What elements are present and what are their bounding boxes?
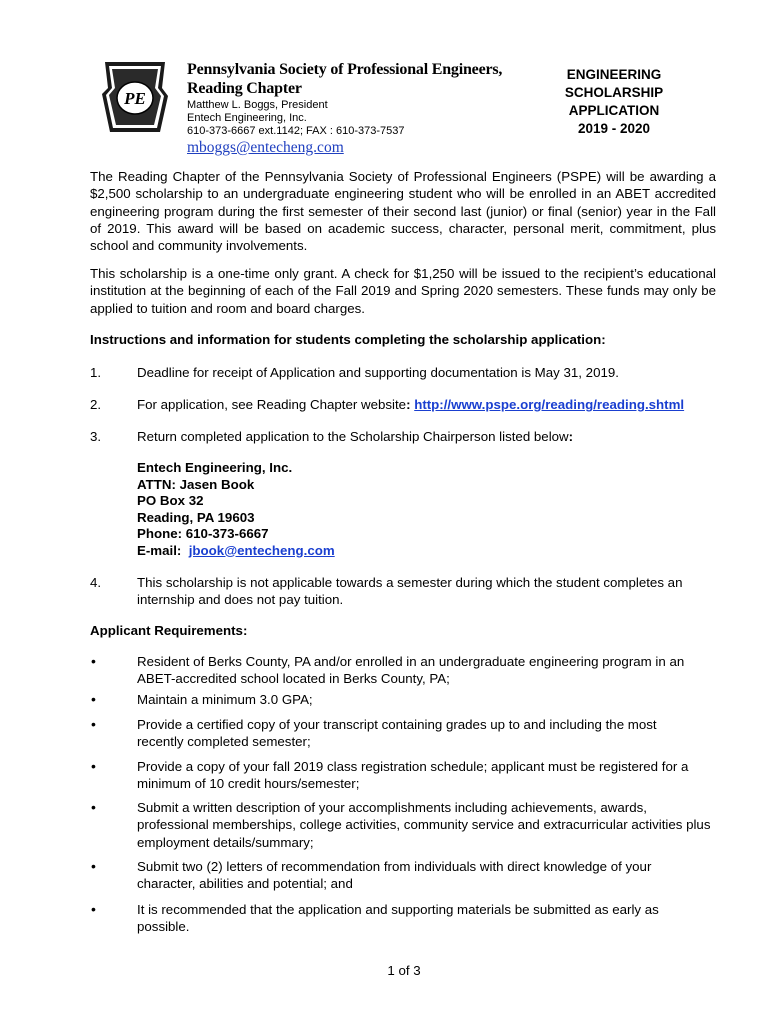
bullet-icon: • (91, 758, 96, 774)
contact-email-row (137, 543, 335, 560)
instruction-number: 4. (90, 575, 102, 590)
phone-fax: 610-373-6667 ext.1142; FAX : 610-373-7537 (187, 125, 405, 137)
title-line2: SCHOLARSHIP (564, 85, 664, 100)
requirement-item: Submit two (2) letters of recommendation from individuals with direct knowledge of your character, abilities and potential; and (137, 859, 652, 892)
requirement-item: Submit a written description of your accomplishments including achievements, awards, professional memberships, college activities, community service and extracurricular activities plus employment details/summary; (137, 800, 711, 850)
contact-phone: Phone: 610-373-6667 (137, 526, 269, 541)
instructions-heading: Instructions and information for students completing the scholarship application: (90, 332, 606, 347)
instruction-number: 3. (90, 429, 102, 444)
requirement-item: It is recommended that the application and supporting materials be submitted as early as possible. (137, 902, 659, 935)
president-name: Matthew L. Boggs, President (187, 99, 328, 111)
bullet-icon: • (91, 799, 96, 815)
chairperson-email-link[interactable]: jbook@entecheng.com (188, 542, 335, 558)
title-line3: APPLICATION (568, 103, 660, 118)
requirement-item: Resident of Berks County, PA and/or enrolled in an undergraduate engineering program in an ABET-accredited school located in Berks County, PA; (137, 654, 685, 687)
title-line4: 2019 - 2020 (577, 121, 651, 136)
bullet-icon: • (91, 858, 96, 874)
contact-attn: ATTN: Jasen Book (137, 476, 255, 492)
bullet-icon: • (91, 653, 96, 669)
requirements-heading: Applicant Requirements: (90, 623, 248, 638)
requirement-item: Provide a certified copy of your transcript containing grades up to and including the most recently completed semester; (137, 717, 657, 750)
intro-paragraph-1: The Reading Chapter of the Pennsylvania Society of Professional Engineers (PSPE) will be awarding a $2,500 scholarship to an undergraduate engineering student who will be enrolled in an ABET accredited engineering program during the first semester of their second last (junior) or final (senior) year in the Fall of 2019. This award will be based on academic success, character, personal merit, commitment, plus school and community involvements. (90, 169, 716, 254)
requirement-item: Provide a copy of your fall 2019 class registration schedule; applicant must be registered for a minimum of 10 credit hours/semester; (137, 759, 689, 792)
instruction-number: 2. (90, 397, 102, 412)
bullet-icon: • (91, 716, 96, 732)
company-name: Entech Engineering, Inc. (187, 112, 307, 124)
pspe-logo (100, 58, 170, 136)
instruction-number: 1. (90, 365, 102, 380)
contact-po-box: PO Box 32 (137, 493, 204, 508)
contact-email-label: E-mail: (137, 542, 182, 558)
requirement-item: Maintain a minimum 3.0 GPA; (137, 692, 313, 707)
website-link[interactable]: http://www.pspe.org/reading/reading.shtml (414, 397, 685, 412)
document-title (540, 66, 688, 138)
org-name-line1: Pennsylvania Society of Professional Engineers, (187, 61, 503, 78)
president-email-link[interactable]: mboggs@entecheng.com (187, 139, 344, 156)
page-number: 1 of 3 (387, 963, 421, 978)
chairperson-contact (137, 460, 335, 559)
intro-paragraph-2: This scholarship is a one-time only grant. A check for $1,250 will be issued to the recipient’s educational institution at the beginning of each of the Fall 2019 and Spring 2020 semesters. These funds may only be applied to tuition and room and board charges. (90, 266, 716, 316)
instruction-text: This scholarship is not applicable towards a semester during which the student completes an internship and does not pay tuition. (137, 575, 683, 608)
instruction-text: Return completed application to the Scholarship Chairperson listed below: (137, 429, 574, 444)
instruction-text: Deadline for receipt of Application and supporting documentation is May 31, 2019. (137, 365, 619, 380)
instruction-text-with-link: For application, see Reading Chapter website: http://www.pspe.org/reading/reading.shtml (137, 397, 685, 412)
contact-city: Reading, PA 19603 (137, 509, 255, 525)
instruction-text: For application, see Reading Chapter website (137, 397, 407, 412)
org-name-line2: Reading Chapter (187, 80, 302, 97)
title-line1: ENGINEERING (566, 67, 662, 82)
bullet-icon: • (91, 901, 96, 917)
bullet-icon: • (91, 691, 96, 707)
contact-company: Entech Engineering, Inc. (137, 460, 293, 475)
svg-text:PE: PE (124, 89, 146, 108)
